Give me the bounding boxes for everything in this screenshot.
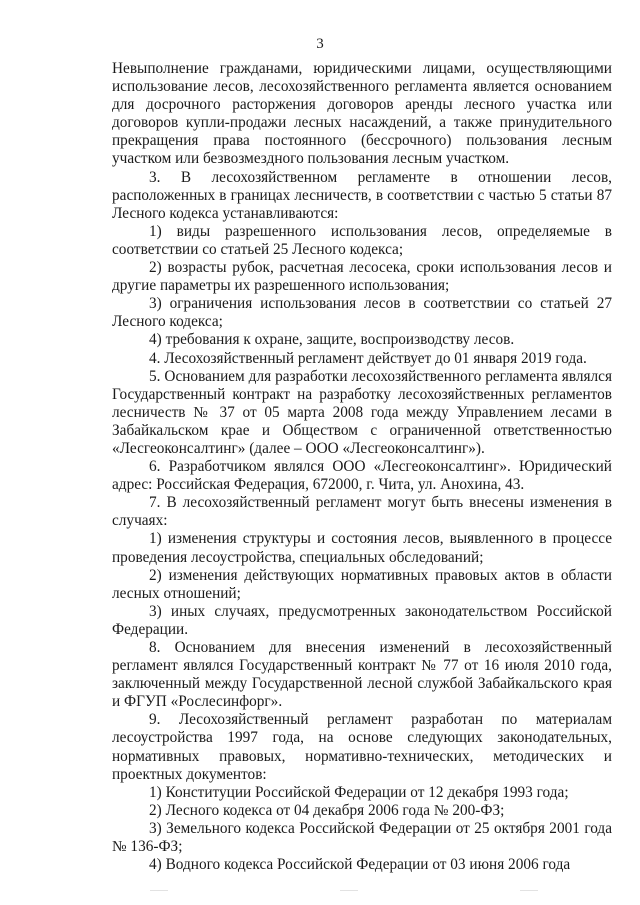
list-item-7-1: 1) изменения структуры и состояния лесов, выявленного в процессе проведения лесоустройства, специальных обследований; (112, 530, 612, 566)
document-body (112, 60, 612, 874)
list-item-9-4: 4) Водного кодекса Российской Федерации от 03 июня 2006 года (149, 856, 571, 874)
scan-artifact (520, 890, 538, 891)
scan-artifact (150, 890, 168, 891)
page-number: 3 (316, 36, 324, 52)
paragraph-item-8: 8. Основанием для внесения изменений в лесохозяйственный регламент являлся Государственный контракт № 77 от 16 июля 2010 года, заключенный между Государственной лесной службой Забайкальского края и ФГУП «Рослесинфорг». (112, 639, 612, 711)
list-item-9-2: 2) Лесного кодекса от 04 декабря 2006 года № 200-ФЗ; (149, 801, 505, 819)
paragraph-item-9: 9. Лесохозяйственный регламент разработан по материалам лесоустройства 1997 года, на основе следующих законодательных, нормативных правовых, нормативно-технических, методических и проектных документов: (112, 711, 612, 783)
paragraph-continuation: Невыполнение гражданами, юридическими лицами, осуществляющими использование лесов, лесохозяйственного регламента является основанием для досрочного расторжения договоров аренды лесного участка или договоров купли-продажи лесных насаждений, а также принудительного прекращения права постоянного (бессрочного) пользования лесным участком или безвозмездного пользования лесным участком. (112, 60, 612, 168)
paragraph-item-6: 6. Разработчиком являлся ООО «Лесгеоконсалтинг». Юридический адрес: Российская Федерация, 672000, г. Чита, ул. Анохина, 43. (112, 458, 612, 494)
list-item-3-4: 4) требования к охране, защите, воспроизводству лесов. (149, 331, 515, 349)
paragraph-item-7: 7. В лесохозяйственный регламент могут быть внесены изменения в случаях: (112, 494, 612, 530)
paragraph-item-4: 4. Лесохозяйственный регламент действует до 01 января 2019 года. (149, 349, 587, 367)
list-item-9-1: 1) Конституции Российской Федерации от 12 декабря 1993 года; (149, 783, 569, 801)
list-item-9-3: 3) Земельного кодекса Российской Федерации от 25 октября 2001 года № 136-ФЗ; (112, 819, 612, 856)
scan-artifact (340, 890, 358, 891)
list-item-3-3: 3) ограничения использования лесов в соответствии со статьей 27 Лесного кодекса; (112, 295, 612, 331)
list-item-3-2: 2) возрасты рубок, расчетная лесосека, сроки использования лесов и другие параметры их разрешенного использования; (112, 259, 612, 295)
paragraph-item-5: 5. Основанием для разработки лесохозяйственного регламента являлся Государственный контракт на разработку лесохозяйственных регламентов лесничеств № 37 от 05 марта 2008 года между Управлением лесами в Забайкальском крае и Обществом с ограниченной ответственностью «Лесгеоконсалтинг» (далее – ООО «Лесгеоконсалтинг»). (112, 367, 612, 457)
list-item-7-2: 2) изменения действующих нормативных правовых актов в области лесных отношений; (112, 566, 612, 602)
list-item-7-3: 3) иных случаях, предусмотренных законодательством Российской Федерации. (112, 602, 612, 638)
list-item-3-1: 1) виды разрешенного использования лесов, определяемые в соответствии со статьей 25 Лесного кодекса; (112, 222, 612, 258)
paragraph-item-3: 3. В лесохозяйственном регламенте в отношении лесов, расположенных в границах лесничеств, в соответствии с частью 5 статьи 87 Лесного кодекса устанавливаются: (112, 168, 612, 222)
